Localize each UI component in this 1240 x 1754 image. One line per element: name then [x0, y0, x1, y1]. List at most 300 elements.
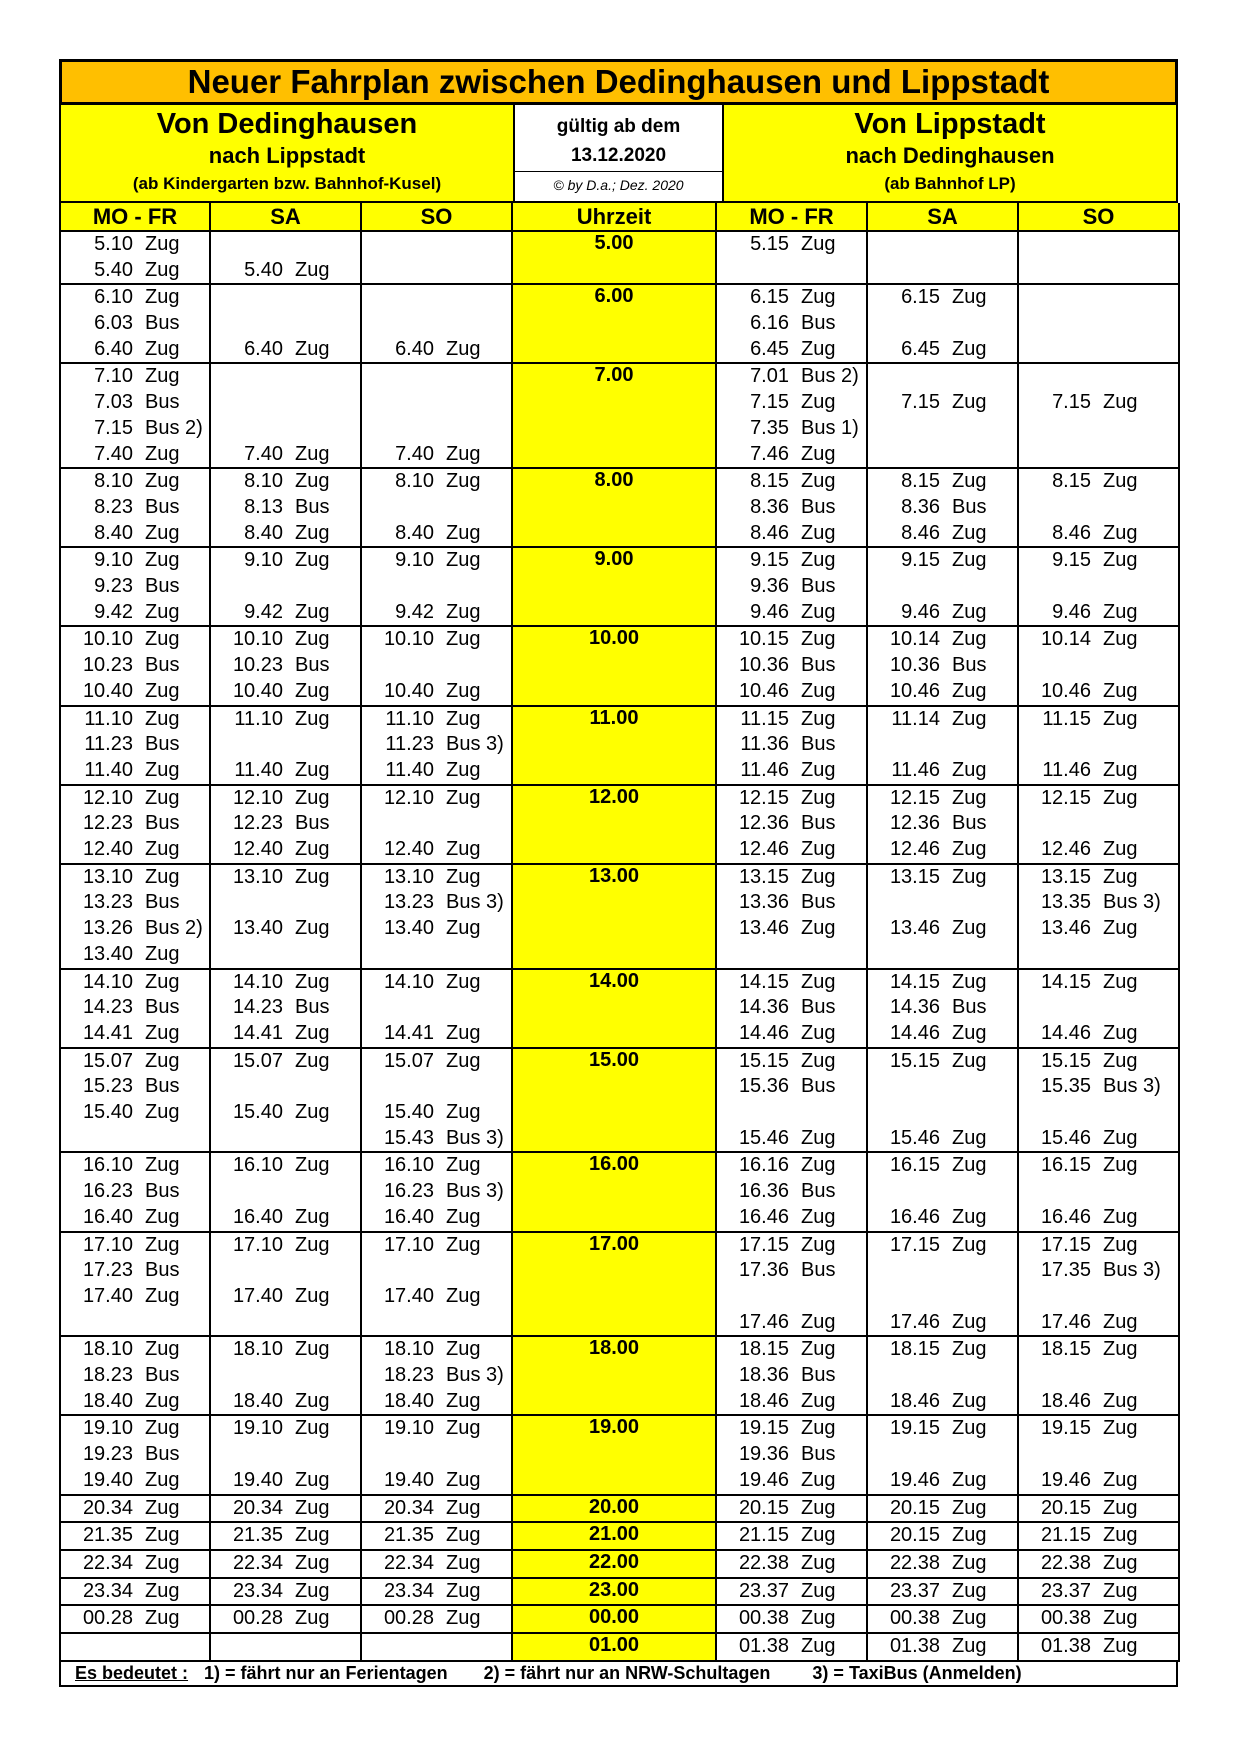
- transport-type: Zug: [801, 786, 836, 809]
- column-header: SA: [210, 203, 361, 231]
- departure-cell: [1018, 1415, 1179, 1494]
- departure-time: 16.40: [383, 1205, 434, 1228]
- departure-time: 11.36: [740, 733, 789, 756]
- transport-type: Zug: [145, 337, 180, 360]
- departure-time: 19.40: [383, 1468, 434, 1491]
- departure-time: 17.15: [889, 1233, 940, 1256]
- departure-line: [1019, 1179, 1178, 1205]
- departure-line: [717, 970, 866, 996]
- departure-cell: [210, 1495, 361, 1523]
- departure-time: 19.40: [232, 1468, 283, 1491]
- departure-line: [362, 1416, 511, 1442]
- departure-line: [211, 1389, 360, 1415]
- transport-type: Bus 3): [446, 733, 504, 756]
- departure-time: 17.15: [1040, 1233, 1091, 1256]
- departure-time: 12.10: [82, 786, 133, 809]
- departure-time: 15.46: [889, 1126, 940, 1149]
- transport-type: Zug: [801, 286, 836, 309]
- transport-type: Zug: [952, 1154, 987, 1177]
- departure-line: [362, 837, 511, 863]
- departure-time: 11.10: [234, 707, 283, 730]
- departure-line: [868, 1496, 1017, 1522]
- departure-cell: [1018, 969, 1179, 1048]
- departure-line: [868, 442, 1017, 468]
- transport-type: Zug: [446, 1233, 481, 1256]
- departure-time: 14.10: [82, 970, 133, 993]
- departure-cell: [716, 363, 867, 468]
- departure-line: [868, 1179, 1017, 1205]
- transport-type: Bus: [801, 1180, 836, 1203]
- departure-time: 13.26: [82, 917, 133, 940]
- departure-line: [61, 1416, 209, 1442]
- departure-time: 11.46: [1042, 758, 1091, 781]
- departure-time: 10.10: [232, 628, 283, 651]
- departure-time: 14.46: [889, 1021, 940, 1044]
- departure-line: [717, 811, 866, 837]
- transport-type: Zug: [446, 442, 481, 465]
- departure-time: 12.46: [738, 838, 789, 861]
- departure-line: [211, 548, 360, 574]
- departure-line: [868, 865, 1017, 891]
- transport-type: Zug: [952, 1496, 987, 1519]
- departure-time: 9.46: [1052, 600, 1091, 623]
- departure-cell: [361, 1232, 512, 1337]
- departure-time: 9.15: [901, 549, 940, 572]
- departure-line: [868, 1049, 1017, 1075]
- departure-time: 12.40: [232, 838, 283, 861]
- table-row: [60, 1495, 1179, 1523]
- transport-type: Zug: [1103, 470, 1138, 493]
- departure-line: [211, 679, 360, 705]
- departure-time: 23.34: [232, 1579, 283, 1602]
- departure-line: [211, 469, 360, 495]
- departure-cell: [210, 547, 361, 626]
- departure-line: [868, 1579, 1017, 1605]
- departure-line: [211, 786, 360, 812]
- departure-line: [717, 1634, 866, 1660]
- departure-cell: [716, 1578, 867, 1606]
- departure-line: [362, 1153, 511, 1179]
- departure-line: [1019, 707, 1178, 733]
- departure-line: [717, 1100, 866, 1126]
- legend-note-3: 3) = TaxiBus (Anmelden): [812, 1662, 1022, 1683]
- table-row: [60, 1415, 1179, 1494]
- departure-line: [211, 1074, 360, 1100]
- hour-cell: 6.00: [512, 284, 716, 363]
- transport-type: Zug: [145, 786, 180, 809]
- departure-line: [717, 1179, 866, 1205]
- departure-time: 16.23: [383, 1180, 434, 1203]
- transport-type: Zug: [1103, 600, 1138, 623]
- transport-type: Zug: [446, 337, 481, 360]
- departure-line: [868, 627, 1017, 653]
- departure-time: 15.15: [738, 1049, 789, 1072]
- transport-type: Zug: [801, 1205, 836, 1228]
- transport-type: Zug: [295, 1233, 330, 1256]
- departure-cell: [210, 864, 361, 969]
- validity-header: [515, 105, 722, 201]
- departure-line: [61, 442, 209, 468]
- departure-line: [61, 627, 209, 653]
- departure-cell: [1018, 1232, 1179, 1337]
- departure-time: 00.38: [738, 1607, 789, 1630]
- departure-time: 01.38: [738, 1634, 789, 1657]
- departure-line: [211, 837, 360, 863]
- table-row: [60, 785, 1179, 864]
- timetable-header: [59, 105, 1178, 203]
- departure-time: 17.40: [82, 1284, 133, 1307]
- departure-time: 17.46: [1040, 1310, 1091, 1333]
- transport-type: Zug: [801, 917, 836, 940]
- departure-time: 14.23: [82, 996, 133, 1019]
- validity-date: 13.12.2020: [570, 145, 667, 166]
- departure-time: 11.10: [84, 707, 133, 730]
- departure-time: 14.41: [232, 1021, 283, 1044]
- departure-line: [1019, 916, 1178, 942]
- departure-time: 17.46: [889, 1310, 940, 1333]
- departure-time: 14.15: [1040, 970, 1091, 993]
- departure-line: [362, 1310, 511, 1336]
- departure-time: 9.42: [395, 600, 434, 623]
- transport-type: Zug: [801, 442, 836, 465]
- departure-time: 6.15: [750, 286, 789, 309]
- departure-cell: [60, 785, 210, 864]
- departure-time: 19.46: [738, 1468, 789, 1491]
- departure-time: 22.38: [1040, 1551, 1091, 1574]
- departure-cell: [210, 363, 361, 468]
- departure-time: 23.34: [383, 1579, 434, 1602]
- departure-line: [362, 1100, 511, 1126]
- right-header-from: Von Lippstadt: [854, 108, 1046, 140]
- transport-type: Zug: [952, 1551, 987, 1574]
- transport-type: Zug: [145, 1524, 180, 1547]
- departure-time: 6.45: [750, 337, 789, 360]
- transport-type: Zug: [446, 970, 481, 993]
- departure-line: [717, 1523, 866, 1549]
- departure-cell: [716, 1336, 867, 1415]
- departure-line: [1019, 442, 1178, 468]
- transport-type: Zug: [1103, 521, 1138, 544]
- departure-line: [1019, 364, 1178, 390]
- departure-time: 8.40: [395, 521, 434, 544]
- departure-time: 12.23: [82, 812, 133, 835]
- departure-line: [211, 758, 360, 784]
- departure-time: 11.15: [1042, 707, 1091, 730]
- departure-line: [868, 1126, 1017, 1152]
- departure-line: [868, 707, 1017, 733]
- departure-cell: [361, 1336, 512, 1415]
- departure-cell: [716, 969, 867, 1048]
- departure-cell: [361, 363, 512, 468]
- hour-cell: 00.00: [512, 1605, 716, 1633]
- departure-line: [868, 258, 1017, 284]
- departure-time: 6.40: [395, 337, 434, 360]
- departure-line: [868, 548, 1017, 574]
- departure-line: [61, 707, 209, 733]
- departure-cell: [60, 1336, 210, 1415]
- departure-time: 17.10: [82, 1233, 133, 1256]
- departure-line: [61, 1049, 209, 1075]
- departure-line: [211, 1179, 360, 1205]
- departure-cell: [1018, 1578, 1179, 1606]
- transport-type: Zug: [295, 337, 330, 360]
- departure-time: 10.14: [889, 628, 940, 651]
- departure-line: [211, 1496, 360, 1522]
- transport-type: Bus 3): [1103, 1259, 1161, 1282]
- departure-line: [1019, 258, 1178, 284]
- departure-cell: [210, 1336, 361, 1415]
- table-row: [60, 1336, 1179, 1415]
- departure-line: [61, 1606, 209, 1632]
- transport-type: Zug: [145, 1205, 180, 1228]
- departure-time: 18.46: [889, 1389, 940, 1412]
- transport-type: Zug: [952, 1205, 987, 1228]
- departure-line: [61, 364, 209, 390]
- table-row: [60, 547, 1179, 626]
- departure-line: [211, 890, 360, 916]
- departure-time: 17.10: [232, 1233, 283, 1256]
- hour-cell: 9.00: [512, 547, 716, 626]
- departure-line: [211, 1258, 360, 1284]
- transport-type: Zug: [801, 600, 836, 623]
- departure-line: [717, 1468, 866, 1494]
- hour-cell: 5.00: [512, 231, 716, 284]
- departure-time: 16.15: [889, 1154, 940, 1177]
- transport-type: Zug: [801, 1338, 836, 1361]
- transport-type: Zug: [801, 1524, 836, 1547]
- departure-line: [61, 758, 209, 784]
- departure-line: [717, 865, 866, 891]
- transport-type: Zug: [952, 600, 987, 623]
- transport-type: Zug: [952, 786, 987, 809]
- departure-line: [1019, 653, 1178, 679]
- departure-cell: [361, 231, 512, 284]
- departure-line: [362, 786, 511, 812]
- departure-line: [868, 1100, 1017, 1126]
- transport-type: Zug: [446, 600, 481, 623]
- transport-type: Bus: [801, 1443, 836, 1466]
- departure-cell: [210, 1152, 361, 1231]
- transport-type: Zug: [446, 1417, 481, 1440]
- transport-type: Zug: [952, 1468, 987, 1491]
- transport-type: Zug: [801, 1634, 836, 1657]
- transport-type: Bus: [145, 654, 180, 677]
- departure-line: [1019, 811, 1178, 837]
- departure-cell: [361, 1550, 512, 1578]
- departure-cell: [210, 626, 361, 705]
- departure-cell: [867, 1048, 1018, 1153]
- departure-line: [61, 1337, 209, 1363]
- transport-type: Zug: [1103, 1126, 1138, 1149]
- departure-cell: [867, 1495, 1018, 1523]
- departure-time: 19.10: [383, 1417, 434, 1440]
- departure-time: 18.46: [738, 1389, 789, 1412]
- column-header: Uhrzeit: [512, 203, 716, 231]
- departure-time: 11.46: [891, 758, 940, 781]
- departure-time: 13.46: [738, 917, 789, 940]
- departure-cell: [867, 363, 1018, 468]
- departure-line: [211, 916, 360, 942]
- transport-type: Zug: [145, 1579, 180, 1602]
- transport-type: Zug: [952, 549, 987, 572]
- transport-type: Zug: [952, 917, 987, 940]
- departure-time: 12.36: [738, 812, 789, 835]
- departure-line: [717, 1153, 866, 1179]
- transport-type: Zug: [1103, 1551, 1138, 1574]
- transport-type: Zug: [446, 1154, 481, 1177]
- departure-line: [717, 1606, 866, 1632]
- departure-cell: [60, 1415, 210, 1494]
- transport-type: Zug: [952, 521, 987, 544]
- departure-line: [717, 627, 866, 653]
- departure-line: [1019, 786, 1178, 812]
- departure-time: 9.15: [750, 549, 789, 572]
- departure-cell: [60, 1578, 210, 1606]
- departure-time: 12.15: [1040, 786, 1091, 809]
- departure-line: [868, 758, 1017, 784]
- departure-cell: [867, 1522, 1018, 1550]
- transport-type: Zug: [801, 865, 836, 888]
- departure-line: [362, 548, 511, 574]
- transport-type: Bus: [145, 1364, 180, 1387]
- transport-type: Zug: [801, 1021, 836, 1044]
- transport-type: Zug: [145, 1284, 180, 1307]
- departure-time: 18.10: [232, 1338, 283, 1361]
- departure-line: [61, 1100, 209, 1126]
- departure-line: [362, 1551, 511, 1577]
- departure-line: [717, 1310, 866, 1336]
- transport-type: Zug: [446, 707, 481, 730]
- departure-time: 18.15: [1040, 1338, 1091, 1361]
- departure-line: [1019, 1442, 1178, 1468]
- transport-type: Zug: [801, 1154, 836, 1177]
- departure-line: [211, 574, 360, 600]
- departure-line: [61, 1153, 209, 1179]
- transport-type: Zug: [801, 1049, 836, 1072]
- departure-time: 16.10: [82, 1154, 133, 1177]
- departure-time: 10.15: [738, 628, 789, 651]
- copyright-note: © by D.a.; Dez. 2020: [515, 171, 722, 198]
- departure-line: [868, 311, 1017, 337]
- departure-time: 11.23: [385, 733, 434, 756]
- departure-time: 17.10: [383, 1233, 434, 1256]
- departure-line: [1019, 1337, 1178, 1363]
- transport-type: Zug: [801, 1126, 836, 1149]
- departure-line: [868, 469, 1017, 495]
- transport-type: Zug: [952, 1049, 987, 1072]
- departure-time: 13.23: [82, 891, 133, 914]
- hour-cell: 13.00: [512, 864, 716, 969]
- departure-line: [211, 1634, 360, 1660]
- transport-type: Zug: [952, 1233, 987, 1256]
- transport-type: Zug: [295, 1468, 330, 1491]
- departure-line: [868, 1551, 1017, 1577]
- departure-time: 8.46: [901, 521, 940, 544]
- table-row: [60, 231, 1179, 284]
- departure-time: 18.10: [82, 1338, 133, 1361]
- departure-cell: [361, 547, 512, 626]
- departure-line: [362, 1496, 511, 1522]
- transport-type: Zug: [295, 917, 330, 940]
- departure-line: [61, 1233, 209, 1259]
- departure-cell: [361, 1578, 512, 1606]
- transport-type: Zug: [952, 1607, 987, 1630]
- departure-time: 13.10: [383, 865, 434, 888]
- departure-cell: [210, 1605, 361, 1633]
- legend-note-2: 2) = fährt nur an NRW-Schultagen: [483, 1662, 771, 1683]
- transport-type: Zug: [145, 1338, 180, 1361]
- departure-cell: [210, 1232, 361, 1337]
- departure-line: [868, 1634, 1017, 1660]
- departure-line: [717, 1337, 866, 1363]
- departure-line: [717, 469, 866, 495]
- departure-line: [868, 1363, 1017, 1389]
- departure-cell: [1018, 1605, 1179, 1633]
- transport-type: Zug: [952, 1310, 987, 1333]
- departure-time: 7.15: [750, 391, 789, 414]
- transport-type: Bus 3): [446, 1180, 504, 1203]
- departure-time: 23.37: [1040, 1579, 1091, 1602]
- departure-time: 9.36: [750, 575, 789, 598]
- transport-type: Zug: [952, 628, 987, 651]
- departure-line: [211, 1021, 360, 1047]
- departure-line: [211, 311, 360, 337]
- table-row: [60, 969, 1179, 1048]
- departure-line: [362, 1389, 511, 1415]
- transport-type: Zug: [801, 628, 836, 651]
- transport-type: Zug: [295, 1154, 330, 1177]
- departure-line: [1019, 232, 1178, 258]
- hour-cell: 16.00: [512, 1152, 716, 1231]
- transport-type: Zug: [801, 233, 836, 255]
- departure-cell: [1018, 231, 1179, 284]
- departure-time: 19.15: [889, 1417, 940, 1440]
- departure-line: [362, 627, 511, 653]
- departure-line: [61, 811, 209, 837]
- transport-type: Zug: [295, 838, 330, 861]
- page-title: Neuer Fahrplan zwischen Dedinghausen und Lippstadt: [59, 59, 1178, 105]
- transport-type: Zug: [1103, 1389, 1138, 1412]
- table-row: [60, 1550, 1179, 1578]
- transport-type: Bus: [801, 891, 836, 914]
- departure-line: [362, 865, 511, 891]
- departure-line: [362, 1337, 511, 1363]
- transport-type: Zug: [446, 786, 481, 809]
- departure-cell: [1018, 864, 1179, 969]
- transport-type: Zug: [446, 1049, 481, 1072]
- departure-time: 11.40: [385, 758, 434, 781]
- departure-cell: [716, 468, 867, 547]
- departure-line: [717, 837, 866, 863]
- table-row: [60, 363, 1179, 468]
- departure-time: 19.36: [738, 1443, 789, 1466]
- departure-cell: [716, 231, 867, 284]
- departure-line: [61, 574, 209, 600]
- departure-line: [868, 679, 1017, 705]
- departure-cell: [210, 468, 361, 547]
- transport-type: Bus 2): [145, 917, 203, 940]
- departure-cell: [361, 468, 512, 547]
- table-row: [60, 864, 1179, 969]
- transport-type: Zug: [952, 707, 987, 730]
- departure-line: [362, 1205, 511, 1231]
- departure-line: [61, 653, 209, 679]
- transport-type: Zug: [446, 865, 481, 888]
- departure-line: [211, 1416, 360, 1442]
- transport-type: Bus: [145, 1075, 180, 1098]
- departure-cell: [716, 1232, 867, 1337]
- departure-line: [61, 1074, 209, 1100]
